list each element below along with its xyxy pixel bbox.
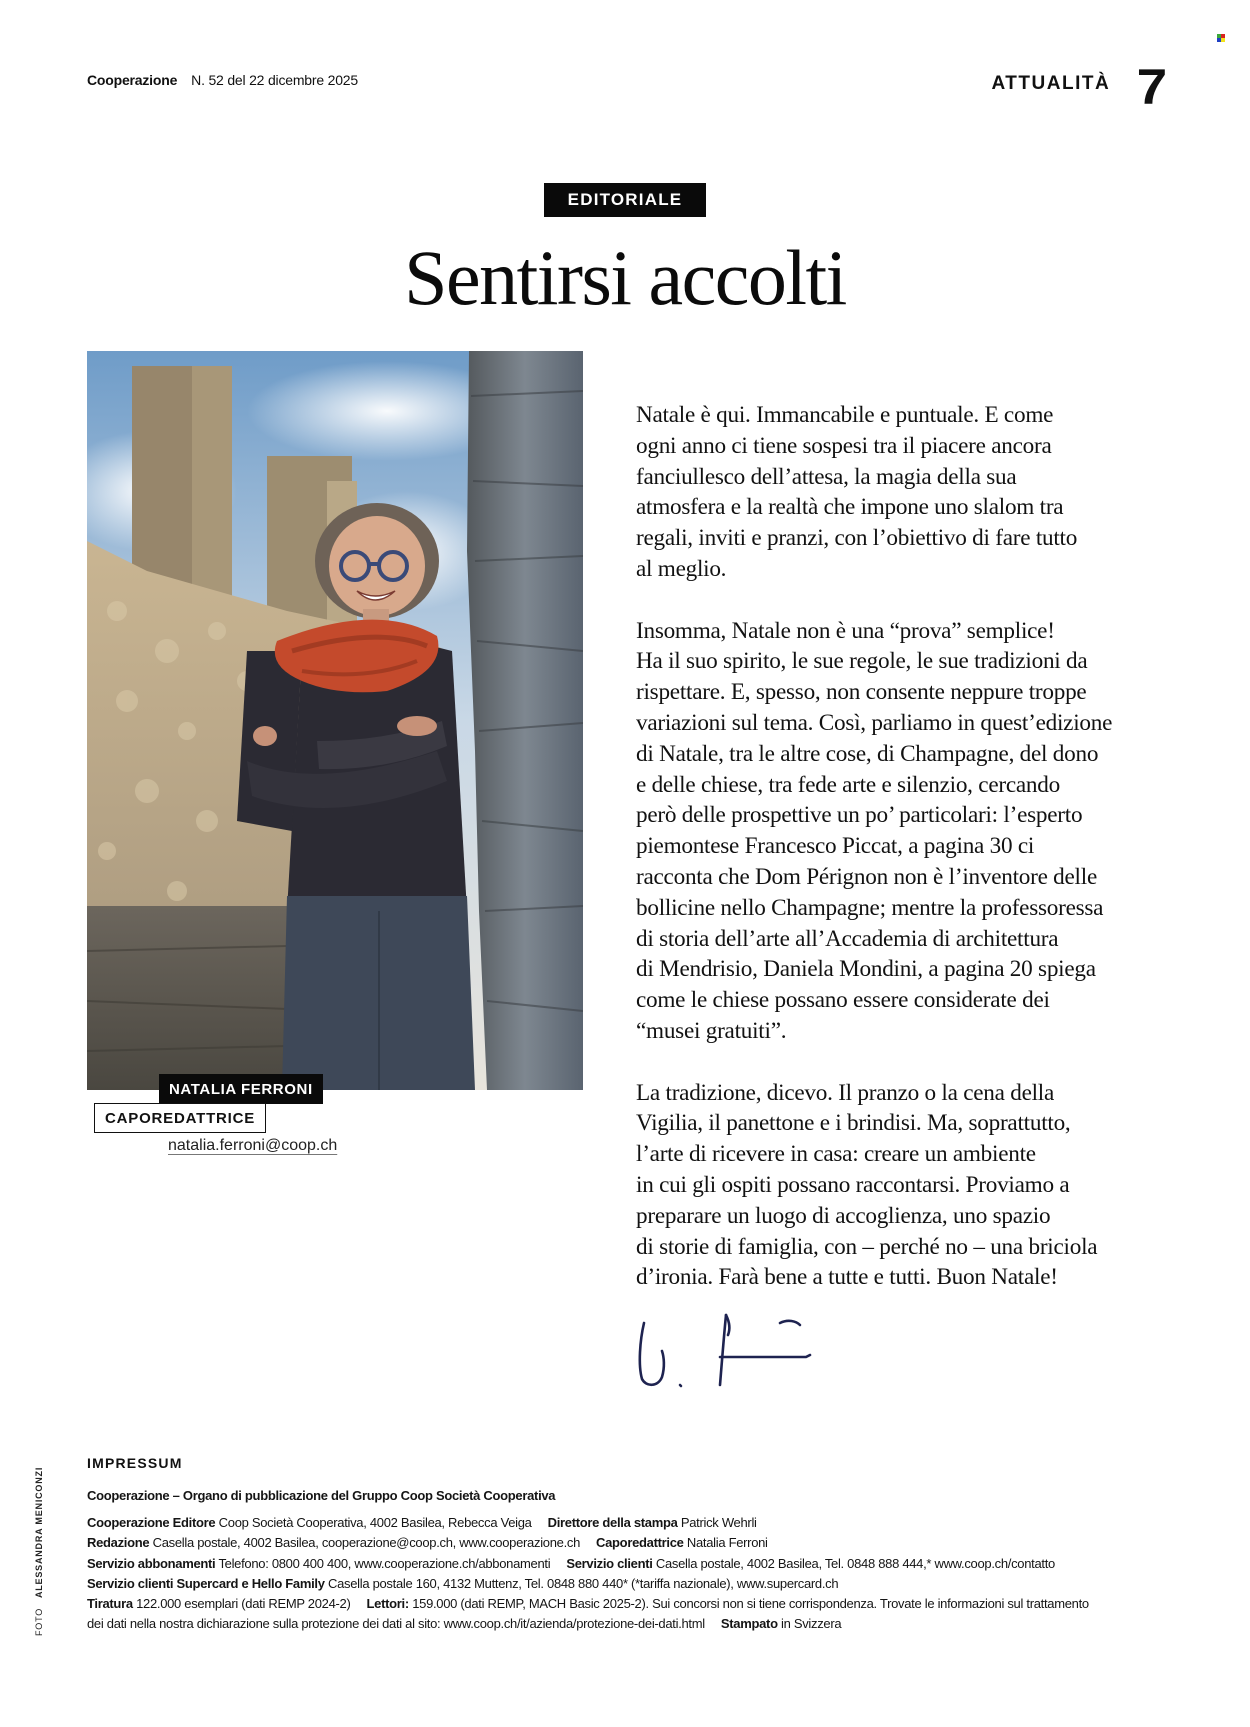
text-line: Insomma, Natale non è una “prova” semplice!	[636, 617, 1055, 644]
impressum-label: Redazione	[87, 1535, 150, 1551]
impressum-text: in Svizzera	[781, 1616, 842, 1632]
impressum-text: Casella postale, 4002 Basilea, Tel. 0848 888 444,* www.coop.ch/contatto	[655, 1555, 1055, 1571]
photo-credit	[34, 1467, 44, 1636]
issue-info: N. 52 del 22 dicembre 2025	[191, 72, 358, 88]
impressum-title: IMPRESSUM	[87, 1455, 183, 1471]
impressum-text: Casella postale 160, 4132 Muttenz, Tel. 0848 880 440* (*tariffa nazionale), www.supercard.ch	[328, 1575, 839, 1591]
text-line: come le chiese possano essere considerate dei	[636, 987, 1050, 1014]
author-name-label: NATALIA FERRONI	[159, 1074, 323, 1104]
article-title: Sentirsi accolti	[404, 234, 846, 321]
text-line: piemontese Francesco Piccat, a pagina 30 ci	[636, 833, 1035, 860]
impressum-text: Telefono: 0800 400 400, www.cooperazione.ch/abbonamenti	[218, 1555, 551, 1571]
text-line: La tradizione, dicevo. Il pranzo o la cena della	[636, 1079, 1055, 1106]
page-header-right	[991, 59, 1168, 115]
impressum-label: Caporedattrice	[596, 1535, 684, 1551]
impressum-row	[87, 1574, 1167, 1594]
text-line: al meglio.	[636, 555, 727, 582]
text-line: d’ironia. Farà bene a tutte e tutti. Buon Natale!	[636, 1264, 1058, 1291]
text-line: di storie di famiglia, con – perché no – una briciola	[636, 1233, 1098, 1260]
text-line: atmosfera e la realtà che impone uno slalom tra	[636, 494, 1064, 521]
text-line: però delle prospettive un po’ particolari: l’esperto	[636, 802, 1083, 829]
article-paragraph-2	[636, 616, 1176, 1047]
text-line: racconta che Dom Pérignon non è l’inventore delle	[636, 863, 1097, 890]
text-line: in cui gli ospiti possano raccontarsi. Proviamo a	[636, 1171, 1070, 1198]
section-label: ATTUALITÀ	[991, 73, 1111, 94]
color-registration-mark-icon	[1217, 34, 1225, 42]
impressum-row	[87, 1614, 1167, 1634]
impressum-organ: Cooperazione – Organo di pubblicazione del Gruppo Coop Società Cooperativa	[87, 1488, 556, 1503]
text-line: Natale è qui. Immancabile e puntuale. E come	[636, 402, 1054, 428]
text-line: e delle chiese, tra fede arte e silenzio, cercando	[636, 771, 1060, 798]
text-line: di Mendrisio, Daniela Mondini, a pagina 20 spiega	[636, 956, 1096, 983]
impressum-text: 122.000 esemplari (dati REMP 2024-2)	[136, 1596, 351, 1612]
text-line: regali, inviti e pranzi, con l’obiettivo di fare tutto	[636, 525, 1078, 552]
text-line: rispettare. E, spesso, non consente neppure troppe	[636, 679, 1087, 706]
impressum-block	[87, 1486, 1167, 1634]
text-line: di storia dell’arte all’Accademia di architettura	[636, 925, 1059, 952]
text-line: bollicine nello Champagne; mentre la professoressa	[636, 894, 1104, 921]
text-line: di Natale, tra le altre cose, di Champagne, del dono	[636, 740, 1099, 767]
impressum-label: Servizio abbonamenti	[87, 1555, 216, 1571]
article-paragraph-3	[636, 1078, 1176, 1294]
impressum-label: Cooperazione Editore	[87, 1515, 216, 1531]
impressum-label: Direttore della stampa	[547, 1515, 678, 1531]
text-line: Vigilia, il panettone e i brindisi. Ma, soprattutto,	[636, 1110, 1071, 1137]
text-line: Ha il suo spirito, le sue regole, le sue tradizioni da	[636, 648, 1088, 675]
photo-credit-label: FOTO	[34, 1607, 44, 1636]
photo-credit-name: ALESSANDRA MENICONZI	[34, 1466, 44, 1599]
impressum-label: Servizio clienti	[566, 1555, 653, 1571]
impressum-text: dei dati nella nostra dichiarazione sulla protezione dei dati al sito: www.coop.ch/it/azienda/protezione-dei-dati.html	[87, 1616, 705, 1632]
impressum-row	[87, 1533, 1167, 1553]
impressum-row	[87, 1594, 1167, 1614]
author-photo	[87, 351, 583, 1090]
impressum-text: Patrick Wehrli	[680, 1515, 757, 1531]
text-line: “musei gratuiti”.	[636, 1017, 787, 1044]
impressum-text: Coop Società Cooperativa, 4002 Basilea, Rebecca Veiga	[218, 1515, 532, 1531]
impressum-label: Servizio clienti Supercard e Hello Family	[87, 1575, 325, 1591]
publication-name: Cooperazione	[87, 72, 178, 88]
section-tag: EDITORIALE	[544, 183, 706, 217]
impressum-text: Casella postale, 4002 Basilea, cooperazione@coop.ch, www.cooperazione.ch	[152, 1535, 581, 1551]
impressum-label: Tiratura	[87, 1596, 133, 1612]
impressum-row	[87, 1513, 1167, 1533]
article-body	[636, 400, 1176, 1324]
author-email-link[interactable]: natalia.ferroni@coop.ch	[168, 1137, 338, 1154]
text-line: variazioni sul tema. Così, parliamo in quest’edizione	[636, 709, 1113, 736]
page-number: 7	[1136, 59, 1168, 115]
article-paragraph-1	[636, 400, 1176, 585]
text-line: fanciullesco dell’attesa, la magia della sua	[636, 463, 1017, 490]
impressum-text: Natalia Ferroni	[686, 1535, 768, 1551]
author-role-label: CAPOREDATTRICE	[94, 1103, 266, 1133]
impressum-label: Stampato	[720, 1616, 778, 1632]
text-line: preparare un luogo di accoglienza, uno spazio	[636, 1202, 1051, 1229]
page-header-left	[87, 72, 358, 88]
impressum-label: Lettori:	[366, 1596, 409, 1612]
signature-icon	[630, 1305, 840, 1400]
text-line: ogni anno ci tiene sospesi tra il piacere ancora	[636, 432, 1052, 459]
impressum-row	[87, 1554, 1167, 1574]
text-line: l’arte di ricevere in casa: creare un ambiente	[636, 1141, 1036, 1168]
impressum-text: 159.000 (dati REMP, MACH Basic 2025-2). Sui concorsi non si tiene corrispondenza. Trovate le informazioni sul trattamento	[412, 1596, 1089, 1612]
